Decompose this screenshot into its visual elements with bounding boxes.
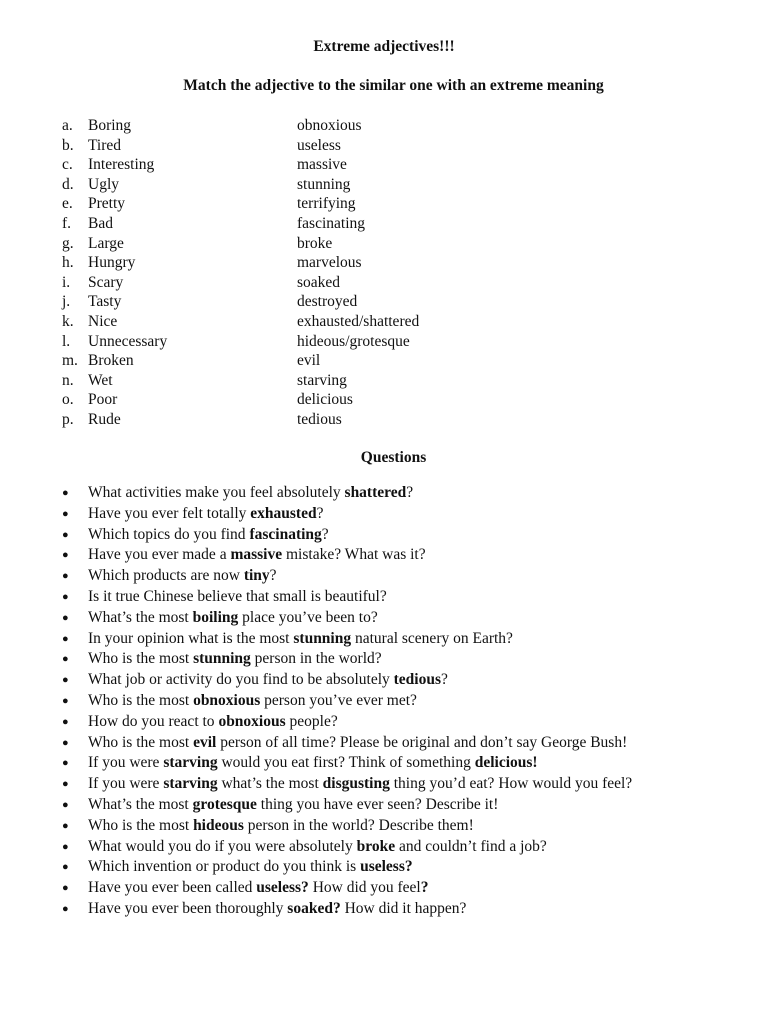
question-item <box>62 712 752 733</box>
question-text <box>88 608 378 629</box>
question-keyword: obnoxious <box>218 712 286 730</box>
question-fragment: thing you have ever seen? Describe it! <box>256 795 499 813</box>
matching-row <box>62 253 562 273</box>
question-fragment: In your opinion what is the most <box>88 629 294 647</box>
adjective: Rude <box>88 410 121 428</box>
bullet-icon: ● <box>62 549 69 562</box>
question-keyword: stunning <box>193 650 251 668</box>
question-fragment: mistake? What was it? <box>282 546 426 564</box>
question-text <box>88 566 277 587</box>
question-item <box>62 857 752 878</box>
bullet-icon: ● <box>62 694 69 707</box>
bullet-icon: ● <box>62 487 69 499</box>
question-text <box>88 504 323 525</box>
question-text <box>88 899 466 920</box>
question-keyword: shattered <box>344 484 407 501</box>
matching-letter: i. <box>62 273 71 291</box>
matching-row <box>62 116 562 136</box>
question-keyword: obnoxious <box>193 691 261 709</box>
question-keyword: disgusting <box>322 775 390 793</box>
extreme-adjective: stunning <box>297 175 351 193</box>
question-item <box>62 525 752 546</box>
question-fragment: Have you ever been thoroughly <box>88 899 288 917</box>
extreme-adjective: fascinating <box>297 214 366 232</box>
matching-list <box>62 116 562 430</box>
question-keyword: ? <box>420 879 429 897</box>
bullet-icon: ● <box>62 798 69 811</box>
question-item <box>62 795 752 816</box>
question-fragment: place you’ve been to? <box>238 608 378 626</box>
extreme-adjective: obnoxious <box>297 117 362 134</box>
bullet-icon: ● <box>62 674 69 687</box>
matching-letter: c. <box>62 156 73 174</box>
bullet-icon: ● <box>62 736 69 749</box>
question-keyword: stunning <box>293 629 352 647</box>
question-fragment: Who is the most <box>88 691 194 709</box>
question-fragment: would you eat first? Think of something <box>217 754 475 772</box>
bullet-icon: ● <box>62 778 69 791</box>
question-fragment: Which topics do you find <box>88 525 250 543</box>
question-item <box>62 670 752 691</box>
matching-letter: o. <box>62 391 74 409</box>
question-fragment: What job or activity do you find to be absolutely <box>88 671 394 689</box>
adjective: Wet <box>88 371 113 389</box>
question-text <box>88 878 428 899</box>
question-keyword: broke <box>356 837 396 855</box>
question-fragment: ? <box>269 567 277 585</box>
question-keyword: delicious! <box>474 754 538 772</box>
question-fragment: Which invention or product do you think is <box>88 858 361 876</box>
question-text <box>88 733 627 754</box>
question-keyword: starving <box>163 775 218 793</box>
matching-letter: g. <box>62 234 74 252</box>
matching-letter: l. <box>62 332 71 350</box>
matching-row <box>62 410 562 430</box>
question-item <box>62 608 752 629</box>
question-fragment: and couldn’t find a job? <box>395 837 547 855</box>
matching-letter: m. <box>62 352 78 370</box>
matching-letter: p. <box>62 410 74 428</box>
bullet-icon: ● <box>62 819 69 832</box>
question-keyword: tiny <box>243 567 270 585</box>
questions-heading: Questions <box>360 449 427 466</box>
matching-letter: b. <box>62 136 74 154</box>
question-keyword: starving <box>163 754 218 772</box>
matching-letter: d. <box>62 175 74 193</box>
adjective: Ugly <box>88 175 119 193</box>
question-keyword: boiling <box>192 608 239 626</box>
extreme-adjective: exhausted/shattered <box>297 312 420 330</box>
question-fragment: If you were <box>88 775 164 793</box>
question-item <box>62 566 752 587</box>
page-title: Extreme adjectives!!! <box>313 38 455 55</box>
adjective: Tasty <box>88 293 122 311</box>
adjective: Boring <box>88 117 132 134</box>
question-text <box>88 525 329 546</box>
question-fragment: person in the world? <box>250 650 382 668</box>
question-text <box>88 795 498 816</box>
question-fragment: What’s the most <box>88 795 193 813</box>
question-fragment: What’s the most <box>88 608 193 626</box>
question-item <box>62 733 752 754</box>
matching-row <box>62 273 562 293</box>
matching-row <box>62 175 562 195</box>
bullet-icon: ● <box>62 882 69 895</box>
question-text <box>88 837 547 858</box>
question-keyword: tedious <box>393 671 442 689</box>
question-text <box>88 691 417 712</box>
question-fragment: How did it happen? <box>340 899 467 917</box>
extreme-adjective: terrifying <box>297 195 356 213</box>
question-item <box>62 483 752 504</box>
extreme-adjective: soaked <box>297 273 341 291</box>
question-item <box>62 774 752 795</box>
bullet-icon: ● <box>62 528 69 541</box>
question-fragment: thing you’d eat? How would you feel? <box>389 775 633 793</box>
question-fragment: ? <box>316 504 324 522</box>
matching-row <box>62 312 562 332</box>
question-fragment: what’s the most <box>217 775 323 793</box>
question-text <box>88 774 632 795</box>
question-fragment: What would you do if you were absolutely <box>88 837 357 855</box>
question-fragment: ? <box>406 484 414 501</box>
matching-letter: j. <box>62 293 71 311</box>
question-fragment: Have you ever felt totally <box>88 504 251 522</box>
matching-row <box>62 136 562 156</box>
question-fragment: natural scenery on Earth? <box>351 629 513 647</box>
bullet-icon: ● <box>62 507 69 520</box>
question-item <box>62 504 752 525</box>
question-item <box>62 587 752 608</box>
extreme-adjective: destroyed <box>297 293 358 311</box>
question-fragment: person in the world? Describe them! <box>243 816 474 834</box>
question-text <box>88 629 513 650</box>
bullet-icon: ● <box>62 611 69 624</box>
bullet-icon: ● <box>62 757 69 770</box>
question-fragment: If you were <box>88 754 164 772</box>
question-item <box>62 649 752 670</box>
bullet-icon: ● <box>62 632 69 645</box>
matching-row <box>62 194 562 214</box>
question-keyword: soaked? <box>287 899 341 917</box>
question-fragment: person you’ve ever met? <box>260 691 417 709</box>
extreme-adjective: broke <box>297 234 333 252</box>
question-keyword: grotesque <box>192 795 257 813</box>
adjective: Nice <box>88 312 118 330</box>
matching-letter: h. <box>62 254 74 272</box>
extreme-adjective: evil <box>297 352 321 370</box>
question-fragment: ? <box>441 671 448 689</box>
adjective: Poor <box>88 391 118 409</box>
question-keyword: exhausted <box>250 504 317 522</box>
question-item <box>62 545 752 566</box>
matching-row <box>62 371 562 391</box>
question-fragment: person of all time? Please be original and don’t say George Bush! <box>216 733 628 751</box>
question-text <box>88 753 538 774</box>
matching-letter: n. <box>62 371 74 389</box>
matching-row <box>62 292 562 312</box>
question-item <box>62 753 752 774</box>
matching-row <box>62 155 562 175</box>
question-item <box>62 816 752 837</box>
question-keyword: massive <box>230 546 283 564</box>
extreme-adjective: tedious <box>297 410 342 428</box>
bullet-icon: ● <box>62 861 69 874</box>
matching-row <box>62 390 562 410</box>
bullet-icon: ● <box>62 902 69 915</box>
instructions-heading: Match the adjective to the similar one with an extreme meaning <box>183 77 604 94</box>
adjective: Pretty <box>88 195 126 213</box>
matching-row <box>62 214 562 234</box>
adjective: Bad <box>88 214 113 232</box>
question-item <box>62 629 752 650</box>
questions-list <box>62 483 752 920</box>
question-item <box>62 691 752 712</box>
extreme-adjective: hideous/grotesque <box>297 332 410 350</box>
question-fragment: Who is the most <box>88 650 194 668</box>
extreme-adjective: delicious <box>297 391 353 409</box>
question-item <box>62 899 752 920</box>
question-keyword: useless? <box>360 858 413 876</box>
extreme-adjective: useless <box>297 136 341 154</box>
matching-row <box>62 332 562 352</box>
bullet-icon: ● <box>62 840 69 853</box>
question-fragment: Have you ever made a <box>88 546 231 564</box>
question-fragment: Have you ever been called <box>88 879 257 897</box>
question-keyword: evil <box>193 733 217 751</box>
extreme-adjective: massive <box>297 156 347 174</box>
question-text <box>88 670 448 691</box>
adjective: Hungry <box>88 254 136 272</box>
question-fragment: Who is the most <box>88 733 194 751</box>
question-text <box>88 587 387 608</box>
extreme-adjective: starving <box>297 371 347 389</box>
question-fragment: Which products are now <box>88 567 244 585</box>
matching-letter: e. <box>62 195 73 213</box>
adjective: Unnecessary <box>88 332 168 350</box>
question-fragment: How did you feel <box>308 879 421 897</box>
bullet-icon: ● <box>62 653 69 666</box>
bullet-icon: ● <box>62 715 69 728</box>
extreme-adjective: marvelous <box>297 254 362 272</box>
adjective: Scary <box>88 273 124 291</box>
question-item <box>62 878 752 899</box>
adjective: Broken <box>88 352 134 370</box>
bullet-icon: ● <box>62 570 69 583</box>
matching-letter: f. <box>62 214 72 232</box>
question-text <box>88 816 474 837</box>
matching-row <box>62 351 562 371</box>
adjective: Interesting <box>88 156 155 174</box>
question-keyword: fascinating <box>249 525 322 543</box>
question-fragment: What activities make you feel absolutely <box>88 484 345 501</box>
matching-row <box>62 234 562 254</box>
question-fragment: Is it true Chinese believe that small is beautiful? <box>88 587 387 605</box>
question-text <box>88 857 413 878</box>
question-text <box>88 545 426 566</box>
question-fragment: ? <box>321 525 329 543</box>
bullet-icon: ● <box>62 590 69 603</box>
question-fragment: How do you react to <box>88 712 219 730</box>
question-text <box>88 649 382 670</box>
question-keyword: useless? <box>256 879 309 897</box>
question-text <box>88 483 413 504</box>
matching-letter: a. <box>62 117 73 134</box>
matching-letter: k. <box>62 312 74 330</box>
adjective: Large <box>88 234 124 252</box>
question-item <box>62 837 752 858</box>
adjective: Tired <box>88 136 122 154</box>
question-fragment: Who is the most <box>88 816 194 834</box>
question-fragment: people? <box>285 712 338 730</box>
question-keyword: hideous <box>193 816 244 834</box>
question-text <box>88 712 338 733</box>
